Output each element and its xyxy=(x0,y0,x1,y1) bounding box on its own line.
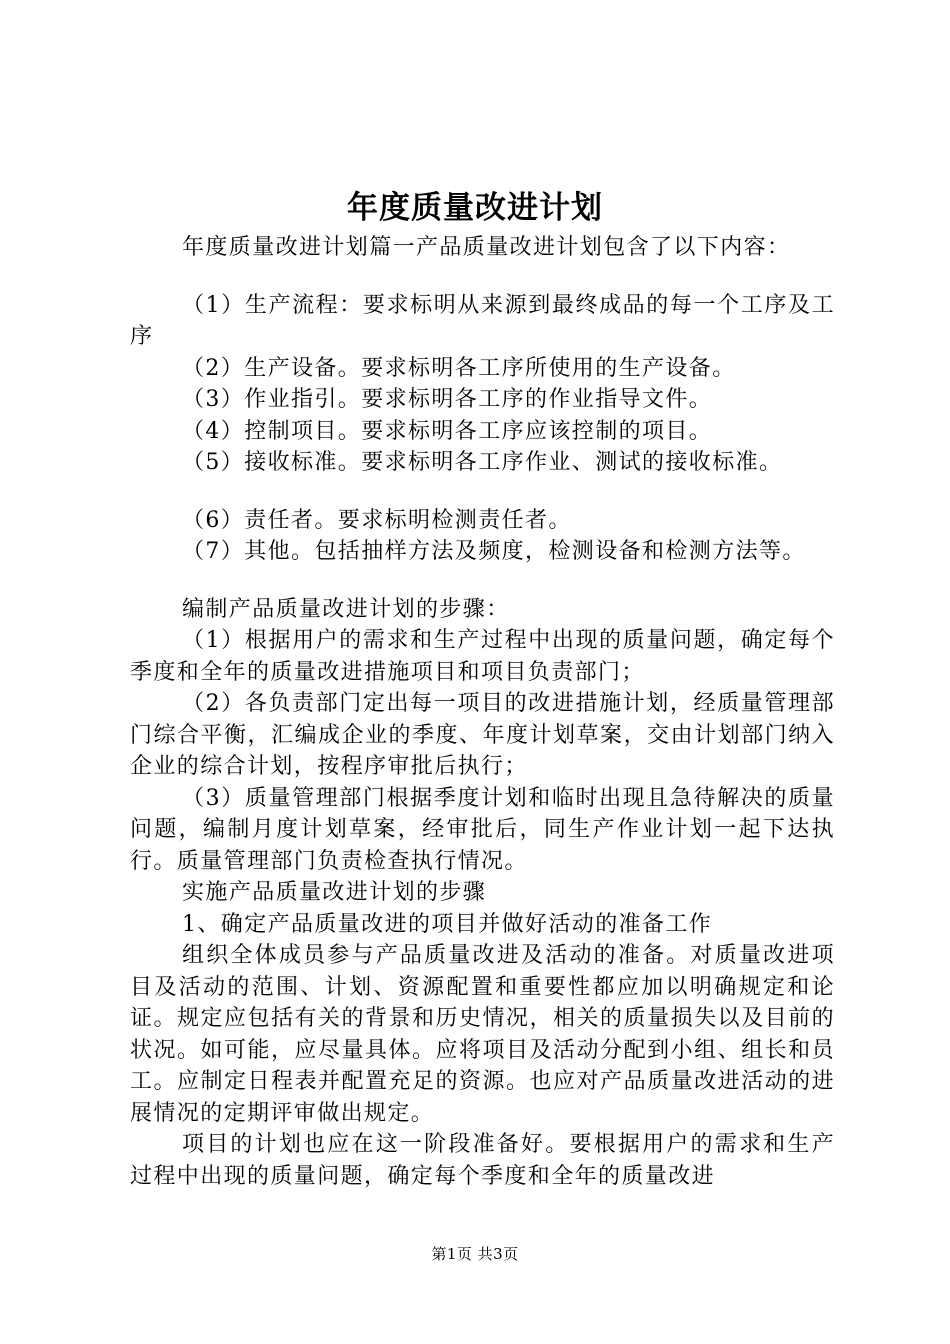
list-item: （4）控制项目。要求标明各工序应该控制的项目。 xyxy=(182,418,713,444)
body-paragraph: 组织全体成员参与产品质量改进及活动的准备。对质量改进项目及活动的范围、计划、资源配置和重要性都应加以明确规定和论证。规定应包括有关的背景和历史情况，相关的质量损失以及目前的状况。如可能，应尽量具体。应将项目及活动分配到小组、组长和员工。应制定日程表并配置充足的资源。也应对产品质量改进活动的进展情况的定期评审做出规定。 xyxy=(130,943,835,1126)
list-item: （5）接收标准。要求标明各工序作业、测试的接收标准。 xyxy=(182,450,783,475)
list-item: （1）生产流程：要求标明从来源到最终成品的每一个工序及工序 xyxy=(130,292,835,349)
step-paragraph: （1）根据用户的需求和生产过程中出现的质量问题，确定每个季度和全年的质量改进措施项目和项目负责部门； xyxy=(130,628,835,685)
body-paragraph: 项目的计划也应在这一阶段准备好。要根据用户的需求和生产过程中出现的质量问题，确定每个季度和全年的质量改进 xyxy=(130,1132,835,1189)
section-heading: 编制产品质量改进计划的步骤： xyxy=(182,596,510,622)
paragraph-gap xyxy=(130,568,835,594)
document-title: 年度质量改进计划 xyxy=(347,190,603,226)
intro-paragraph: 年度质量改进计划篇一产品质量改进计划包含了以下内容： xyxy=(182,235,791,260)
step-paragraph: （3）质量管理部门根据季度计划和临时出现且急待解决的质量问题，编制月度计划草案，经审批后，同生产作业计划一起下达执行。质量管理部门负责检查执行情况。 xyxy=(130,785,835,874)
document-body xyxy=(130,232,835,1192)
page-footer: 第1页 共3页 xyxy=(431,1245,519,1263)
section-heading: 实施产品质量改进计划的步骤 xyxy=(182,880,487,905)
paragraph-gap xyxy=(130,264,835,290)
list-item: （6）责任者。要求标明检测责任者。 xyxy=(182,507,572,533)
list-item: （2）生产设备。要求标明各工序所使用的生产设备。 xyxy=(182,355,736,381)
list-item: （7）其他。包括抽样方法及频度，检测设备和检测方法等。 xyxy=(182,539,806,564)
step-paragraph: （2）各负责部门定出每一项目的改进措施计划，经质量管理部门综合平衡，汇编成企业的季度、年度计划草案，交由计划部门纳入企业的综合计划，按程序审批后执行； xyxy=(130,691,835,779)
paragraph-gap xyxy=(130,479,835,505)
subsection-heading: 1、确定产品质量改进的项目并做好活动的准备工作 xyxy=(182,911,713,937)
list-item: （3）作业指引。要求标明各工序的作业指导文件。 xyxy=(182,387,713,412)
